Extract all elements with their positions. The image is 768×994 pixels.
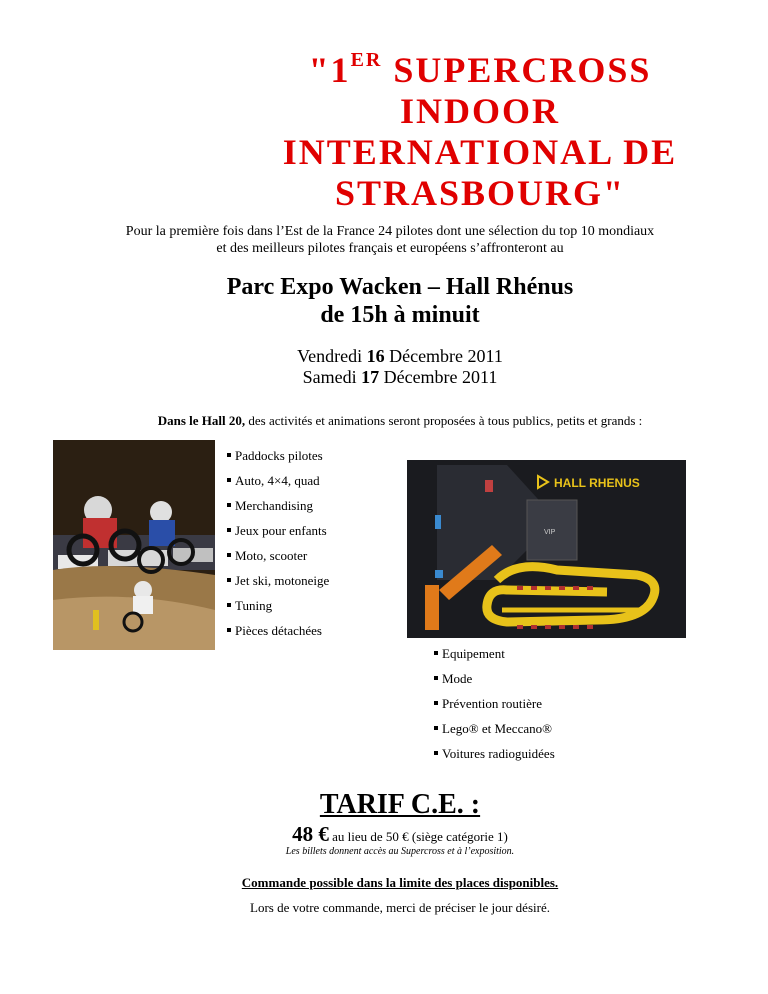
- date-1-day: Vendredi: [297, 346, 367, 366]
- price-value: 48 €: [292, 822, 329, 846]
- dates: [200, 346, 600, 388]
- title-line1: SUPERCROSS: [382, 50, 652, 90]
- tarif-title: TARIF C.E. :: [319, 789, 481, 820]
- list-item: Auto, 4×4, quad: [227, 468, 329, 493]
- hall-map: [407, 460, 686, 638]
- hall-map-vip: VIP: [544, 529, 556, 536]
- price-detail: au lieu de 50 € (siège catégorie 1): [328, 829, 508, 844]
- date-1-num: 16: [366, 346, 385, 366]
- title-line4: STRASBOURG": [334, 173, 626, 213]
- activities-left-list: [227, 443, 329, 643]
- intro-line1: Pour la première fois dans l’Est de la France 24 pilotes dont une sélection du top 10 mondiaux: [125, 224, 655, 239]
- date-2-rest: Décembre 2011: [379, 367, 498, 387]
- list-item: Prévention routière: [434, 691, 555, 716]
- ticket-note: Les billets donnent accès au Supercross et à l’exposition.: [285, 846, 515, 857]
- list-item: Pièces détachées: [227, 618, 329, 643]
- date-1: [200, 346, 600, 367]
- list-item: Lego® et Meccano®: [434, 716, 555, 741]
- list-item: Tuning: [227, 593, 329, 618]
- list-item: Jeux pour enfants: [227, 518, 329, 543]
- venue: [150, 273, 650, 329]
- date-2: [200, 367, 600, 388]
- list-item: Paddocks pilotes: [227, 443, 329, 468]
- venue-line2: de 15h à minuit: [320, 302, 480, 328]
- intro-line2: et des meilleurs pilotes français et européens s’affronteront au: [216, 241, 564, 256]
- list-item: Merchandising: [227, 493, 329, 518]
- list-item: Equipement: [434, 641, 555, 666]
- venue-line1: Parc Expo Wacken – Hall Rhénus: [226, 274, 574, 300]
- date-2-num: 17: [361, 367, 380, 387]
- list-item: Mode: [434, 666, 555, 691]
- intro-text: [60, 223, 720, 257]
- title-superscript: ER: [350, 49, 383, 71]
- date-1-rest: Décembre 2011: [384, 346, 503, 366]
- hall-map-label: HALL RHENUS: [554, 476, 640, 490]
- activities-right-list: [434, 641, 555, 766]
- hall-text: des activités et animations seront proposées à tous publics, petits et grands :: [245, 413, 643, 428]
- list-item: Moto, scooter: [227, 543, 329, 568]
- title-line3: INTERNATIONAL DE: [282, 132, 678, 172]
- title-prefix: "1: [308, 50, 351, 90]
- list-item: Voitures radioguidées: [434, 741, 555, 766]
- hall-info: [80, 413, 720, 429]
- date-2-day: Samedi: [302, 367, 362, 387]
- hall-bold: Dans le Hall 20,: [157, 413, 246, 428]
- event-title: [250, 40, 710, 214]
- motocross-photo-image: [53, 440, 215, 650]
- motocross-photo: [53, 440, 215, 650]
- hall-map-image: [407, 460, 686, 638]
- order-notice: Commande possible dans la limite des places disponibles.: [241, 875, 559, 890]
- title-line2: INDOOR: [399, 91, 560, 131]
- order-remark: Lors de votre commande, merci de préciser le jour désiré.: [250, 900, 550, 915]
- list-item: Jet ski, motoneige: [227, 568, 329, 593]
